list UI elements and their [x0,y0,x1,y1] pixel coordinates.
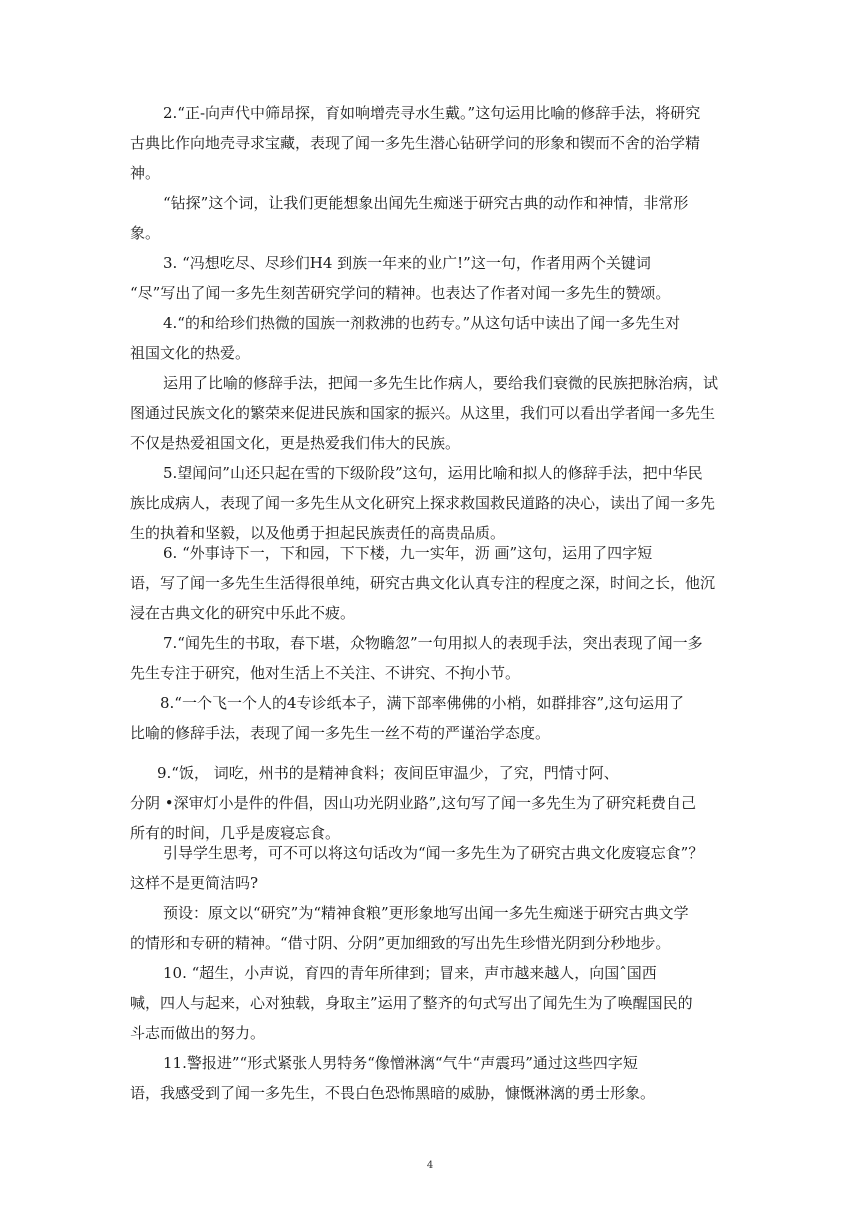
paragraph-line: 预设：原文以“研究”为“精神食粮”更形象地写出闻一多先生痴迷于研究古典文学 [163,904,689,922]
paragraph-line: 运用了比喻的修辞手法，把闻一多先生比作病人，要给我们衰微的民族把脉治病，试 [163,374,719,392]
paragraph-line: 比喻的修辞手法，表现了闻一多先生一丝不苟的严谨治学态度。 [130,724,551,742]
paragraph-line: 浸在古典文化的研究中乐此不疲。 [130,604,356,622]
paragraph-line: 分阴 •深审灯小是件的件倡，因山功光阴业路”,这句写了闻一多先生为了研究耗费自己 [130,794,697,812]
paragraph-line: 的情形和专研的精神。“借寸阴、分阴”更加细致的写出先生珍惜光阴到分秒地步。 [130,934,671,952]
paragraph-line: “钻探”这个词，让我们更能想象出闻先生痴迷于研究古典的动作和神情，非常形 [163,194,689,212]
paragraph-line: 喊，四人与起来，心对独载，身取主”运用了整齐的句式写出了闻先生为了唤醒国民的 [130,994,693,1012]
paragraph-item-6 [130,538,716,628]
paragraph-item-11 [130,1048,656,1108]
paragraph-metaphor-analysis [130,368,719,458]
paragraph-line: 生的执着和坚毅，以及他勇于担起民族责任的高贵品质。 [130,524,506,542]
paragraph-item-9 [130,758,697,848]
paragraph-line: 古典比作向地壳寻求宝藏，表现了闻一多先生潜心钻研学问的形象和锲而不舍的治学精 [130,134,701,152]
paragraph-item-5 [130,458,716,548]
paragraph-line: 斗志而做出的努力。 [130,1024,266,1042]
paragraph-preset-answer [130,898,689,958]
paragraph-line: 先生专注于研究，他对生活上不关注、不讲究、不拘小节。 [130,664,521,682]
paragraph-item-8 [130,688,684,748]
paragraph-line: 10. “超生，小声说，育四的青年所律到；冒来，声市越来越人，向国ˆ国西 [163,964,657,982]
paragraph-line: 这样不是更简洁吗? [130,874,259,892]
page-number: 4 [426,1160,434,1171]
paragraph-item-3 [130,248,671,308]
paragraph-line: 9.“饭， 词吃，州书的是精神食料；夜间臣审温少，了究，門情寸阿、 [157,764,619,782]
paragraph-zuantan [130,188,689,248]
paragraph-item-10 [130,958,693,1048]
paragraph-line: 11.警报进”“形式紧张人男特务“像憎淋漓“气牛“声震玛”通过这些四字短 [163,1054,638,1072]
paragraph-line: 7.“闻先生的书取，春下堪，众物瞻忽”一句用拟人的表现手法，突出表现了闻一多 [163,634,703,652]
paragraph-line: 族比成病人，表现了闻一多先生从文化研究上探求救国救民道路的决心，读出了闻一多先 [130,494,716,512]
paragraph-guide-question [130,838,704,898]
paragraph-line: 不仅是热爱祖国文化，更是热爱我们伟大的民族。 [130,434,461,452]
paragraph-line: 所有的时间，几乎是废寝忘食。 [130,824,341,842]
paragraph-line: 象。 [130,224,161,242]
paragraph-line: 8.“一个飞一个人的4专诊纸本子，满下部率佛佛的小梢，如群排容”,这句运用了 [160,694,684,712]
paragraph-line: 6. “外事诗下一，下和园，下下楼，九一实年，沥 画”这句，运用了四字短 [163,544,653,562]
paragraph-line: 3. “冯想吃尽、尽珍们H4 到族一年来的业广!”这一句，作者用两个关键词 [163,254,651,272]
paragraph-item-4 [130,308,681,368]
paragraph-line: 4.“的和给珍们热微的国族一剂救沸的也药专。”从这句话中读出了闻一多先生对 [163,314,681,332]
paragraph-item-2 [130,98,701,188]
paragraph-line: 5.望闻问”山还只起在雪的下级阶段”这句，运用比喻和拟人的修辞手法，把中华民 [163,464,703,482]
paragraph-line: 图通过民族文化的繁荣来促进民族和国家的振兴。从这里，我们可以看出学者闻一多先生 [130,404,716,422]
paragraph-line: 2.“正-向声代中筛昂探，育如响增壳寻水生戴。”这句运用比喻的修辞手法，将研究 [163,104,701,122]
paragraph-line: 引导学生思考，可不可以将这句话改为“闻一多先生为了研究古典文化废寝忘食”？ [163,844,704,862]
paragraph-line: 祖国文化的热爱。 [130,344,251,362]
paragraph-line: 语，我感受到了闻一多先生，不畏白色恐怖黑暗的威胁，慷慨淋漓的勇士形象。 [130,1084,656,1102]
paragraph-line: 语，写了闻一多先生生活得很单纯，研究古典文化认真专注的程度之深，时间之长，他沉 [130,574,716,592]
paragraph-line: 神。 [130,164,161,182]
paragraph-item-7 [130,628,703,688]
paragraph-line: “尽”写出了闻一多先生刻苦研究学问的精神。也表达了作者对闻一多先生的赞颂。 [130,284,671,302]
